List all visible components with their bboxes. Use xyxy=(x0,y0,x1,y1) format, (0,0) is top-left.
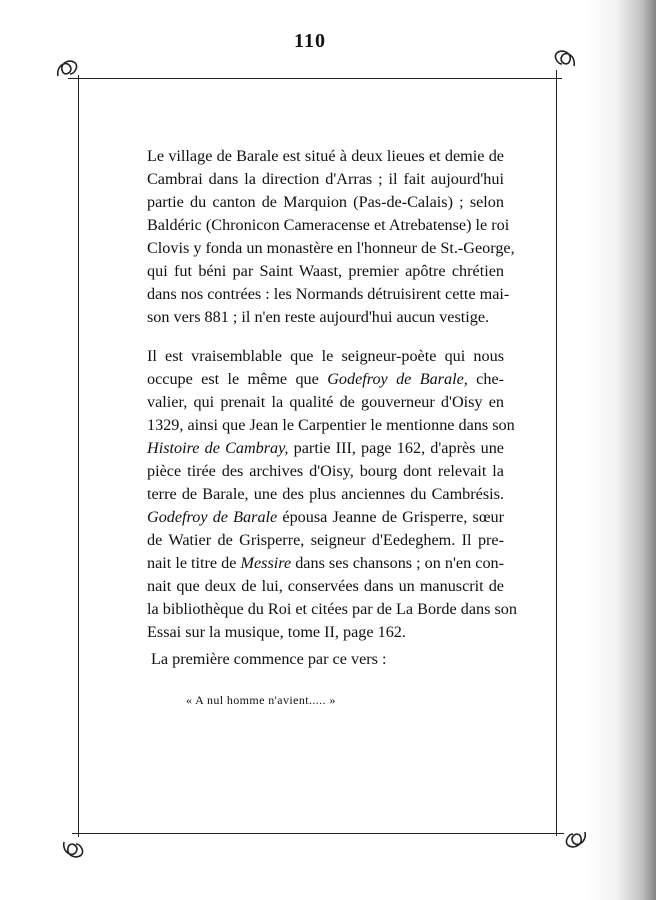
text-line: qui fut béni par Saint Waast, premier apôtre chrétien xyxy=(147,262,504,280)
text-line: nait que deux de lui, conservées dans un manuscrit de xyxy=(147,577,504,595)
italic-name: Godefroy de Barale xyxy=(147,508,278,526)
paragraph-seigneur-poete xyxy=(131,345,517,644)
corner-flourish-icon xyxy=(54,56,80,82)
text-line: terre de Barale, une des plus anciennes du Cambrésis. xyxy=(147,485,504,503)
frame-border-left xyxy=(78,75,79,837)
text-line: la bibliothèque du Roi et citées par de La Borde dans son xyxy=(147,600,517,618)
frame-border-top xyxy=(68,78,562,79)
text-line: partie du canton de Marquion (Pas-de-Calais) ; selon xyxy=(147,193,504,211)
text-line: 1329, ainsi que Jean le Carpentier le mentionne dans son xyxy=(147,416,515,434)
italic-title: Messire xyxy=(240,554,292,572)
corner-flourish-icon xyxy=(552,46,578,72)
verse-quote: « A nul homme n'avient..... » xyxy=(186,693,336,707)
text-line: de Watier de Grisperre, seigneur d'Eedeghem. Il pre- xyxy=(147,531,504,549)
corner-flourish-icon xyxy=(60,836,86,862)
text-line: Essai sur la musique, tome II, page 162. xyxy=(147,623,406,641)
text-line: Baldéric (Chronicon Cameracense et Atrebatense) le roi xyxy=(147,216,510,234)
text-line: Il est vraisemblable que le seigneur-poète qui nous xyxy=(147,347,504,365)
text-line: occupe est le même que Godefroy de Barale, che- xyxy=(147,370,505,388)
frame-border-right xyxy=(556,70,557,836)
text-line: Cambrai dans la direction d'Arras ; il fait aujourd'hui xyxy=(147,170,504,188)
frame-border-bottom xyxy=(72,833,564,834)
text-line: Godefroy de Barale épousa Jeanne de Grisperre, sœur xyxy=(147,508,504,526)
text-line: Le village de Barale est situé à deux lieues et demie de xyxy=(147,147,504,165)
text-line: pièce tirée des archives d'Oisy, bourg dont relevait la xyxy=(147,462,504,480)
paragraph-village-barale xyxy=(131,145,515,329)
italic-title: Histoire de Cambray, xyxy=(147,439,289,457)
text-line: Histoire de Cambray, partie III, page 162, d'après une xyxy=(147,439,504,457)
text-line: nait le titre de Messire dans ses chansons ; on n'en con- xyxy=(147,554,505,572)
text-line: valier, qui prenait la qualité de gouverneur d'Oisy en xyxy=(147,393,504,411)
verse-intro: La première commence par ce vers : xyxy=(151,650,387,668)
text-line: son vers 881 ; il n'en reste aujourd'hui aucun vestige. xyxy=(147,308,490,326)
italic-name: Godefroy de Barale, xyxy=(327,370,468,388)
text-line: dans nos contrées : les Normands détruisirent cette mai- xyxy=(147,285,510,303)
page-edge-shadow xyxy=(586,0,656,900)
corner-flourish-icon xyxy=(563,826,589,852)
page-number: 110 xyxy=(294,30,326,52)
text-line: Clovis y fonda un monastère en l'honneur de St.-George, xyxy=(147,239,515,257)
